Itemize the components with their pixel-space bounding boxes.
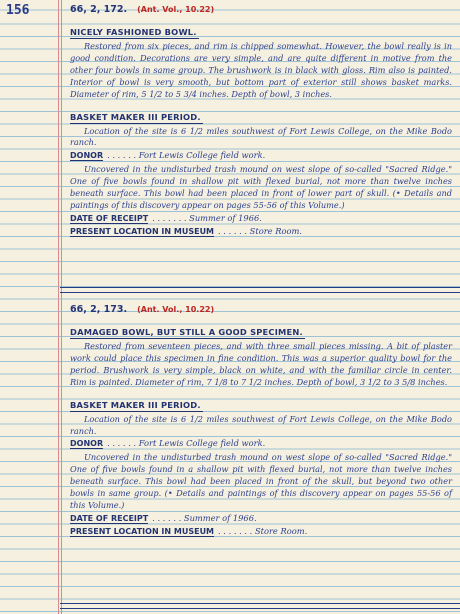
entry-location: Location of the site is 6 1/2 miles southwest of Fort Lewis College, on the Mike Bodo ranch. (70, 413, 452, 436)
page-number: 156 (6, 3, 30, 18)
volume-reference: (Ant. Vol., 10.22) (137, 5, 215, 14)
catalog-number: 66, 2, 173. (70, 304, 128, 315)
receipt-value: . . . . . . . Summer of 1966. (152, 212, 262, 223)
entry-description: Restored from six pieces, and rim is chipped somewhat. However, the bowl really is in good condition. Decorations are very simple, and are quite different in motive from the other four bowls in same group. The brushwork is in black with gloss. Rim also is painted. Interior of bowl is very smooth, but bottom part of exterior still shows basket marks. Diameter of rim, 5 1/2 to 5 3/4 inches. Depth of bowl, 3 inches. (70, 41, 452, 99)
entry-uncovered: Uncovered in the undisturbed trash mound on west slope of so-called "Sacred Ridge." One of five bowls found in shallow pit with flexed burial, not more than twelve inches beneath surface. This bowl had been placed in front of lower part of skull. (• Details and paintings of this discovery appear on pages 55-56 of this Volume.) (70, 164, 452, 211)
donor-line (70, 149, 452, 162)
donor-line (70, 437, 452, 450)
entry-divider (60, 287, 460, 293)
entry-divider (60, 603, 460, 609)
receipt-line (70, 212, 452, 225)
entry-location: Location of the site is 6 1/2 miles southwest of Fort Lewis College, on the Mike Bodo ranch. (70, 125, 452, 148)
receipt-value: . . . . . . Summer of 1966. (152, 512, 257, 523)
receipt-label: DATE OF RECEIPT (70, 213, 149, 223)
entry-uncovered: Uncovered in the undisturbed trash mound on west slope of so-called "Sacred Ridge." One of five bowls found in a shallow pit with flexed burial, not more than twelve inches beneath surface. This bowl had been placed in front of the skull, but beyond two other bowls in same group. (• Details and paintings of this discovery appear on pages 55-56 of this Volume.) (70, 452, 452, 511)
receipt-line (70, 512, 452, 525)
donor-label: DONOR (70, 151, 104, 161)
catalog-number: 66, 2, 172. (70, 4, 128, 15)
donor-value: . . . . . . Fort Lewis College field work. (107, 150, 266, 161)
entry-title: DAMAGED BOWL, BUT STILL A GOOD SPECIMEN. (70, 327, 303, 337)
museum-line (70, 225, 452, 238)
volume-reference: (Ant. Vol., 10.22) (137, 305, 215, 314)
donor-label: DONOR (70, 439, 104, 449)
entry-period: BASKET MAKER III PERIOD. (70, 111, 201, 122)
museum-label: PRESENT LOCATION IN MUSEUM (70, 526, 215, 536)
museum-value: . . . . . . . Store Room. (218, 525, 308, 536)
museum-label: PRESENT LOCATION IN MUSEUM (70, 226, 215, 236)
catalog-header (70, 4, 452, 20)
entry-title: NICELY FASHIONED BOWL. (70, 27, 197, 37)
margin-line (61, 0, 62, 614)
margin-line (58, 0, 59, 614)
museum-line (70, 525, 452, 538)
entry-period: BASKET MAKER III PERIOD. (70, 399, 201, 410)
catalog-entry (70, 304, 452, 538)
entry-description: Restored from seventeen pieces, and with three small pieces missing. A bit of plaster work could place this specimen in fine condition. This was a superior quality bowl for the period. Brushwork is very simple, black on white, and with the familiar circle in center. Rim is painted. Diameter of rim, 7 1/8 to 7 1/2 inches. Depth of bowl, 3 1/2 to 3 5/8 inches. (70, 341, 452, 387)
donor-value: . . . . . . Fort Lewis College field work. (107, 438, 266, 449)
receipt-label: DATE OF RECEIPT (70, 513, 149, 523)
catalog-header (70, 304, 452, 320)
catalog-entry (70, 4, 452, 238)
museum-value: . . . . . . Store Room. (218, 225, 302, 236)
